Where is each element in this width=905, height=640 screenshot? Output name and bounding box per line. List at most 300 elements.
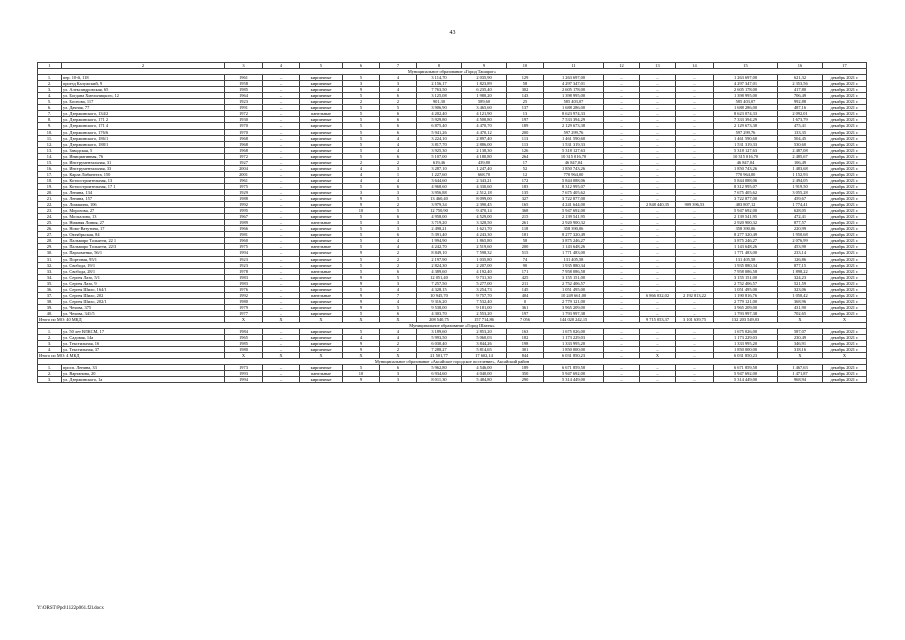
table-cell: декабрь 2021 г. <box>823 292 867 298</box>
table-cell: – <box>263 262 300 268</box>
table-cell: – <box>640 171 676 177</box>
table-cell: – <box>604 220 640 226</box>
table-cell: 9 757,70 <box>462 292 507 298</box>
table-cell: – <box>640 183 676 189</box>
table-cell: – <box>604 232 640 238</box>
table-cell: – <box>604 202 640 208</box>
table-cell: 1929 <box>225 189 263 195</box>
table-cell: декабрь 2021 г. <box>823 81 867 87</box>
table-cell: – <box>263 81 300 87</box>
table-cell: – <box>263 196 300 202</box>
table-cell: кирпичные <box>300 298 343 304</box>
table-cell: – <box>604 75 640 81</box>
table-cell: 5 <box>343 93 380 99</box>
table-cell: 2 824,30 <box>417 262 462 268</box>
table-cell: декабрь 2021 г. <box>823 304 867 310</box>
table-cell: 318,16 <box>778 347 823 353</box>
table-cell: декабрь 2021 г. <box>823 262 867 268</box>
table-cell: 2 920 900,32 <box>544 220 604 226</box>
table-cell: 5 947 692,00 <box>544 371 604 377</box>
table-cell: – <box>263 147 300 153</box>
table-cell: 2 197,90 <box>417 256 462 262</box>
table-cell: – <box>604 316 640 322</box>
table-cell: – <box>676 75 714 81</box>
table-cell: 3. <box>38 87 62 93</box>
table-cell: 5 <box>380 208 417 214</box>
table-cell: ул. Пальмиро Тольятти, 22 1 <box>62 238 225 244</box>
table-cell: 131 405,58 <box>544 256 604 262</box>
table-cell: декабрь 2021 г. <box>823 177 867 183</box>
table-cell: 131 405,58 <box>714 256 778 262</box>
table-cell: 46 847,04 <box>544 159 604 165</box>
table-cell: – <box>640 329 676 335</box>
table-cell: 1 793 997,38 <box>714 310 778 316</box>
table-cell: ул. Богдана Хмельницкого, 12 <box>62 93 225 99</box>
table-cell: – <box>676 341 714 347</box>
table-cell: Итого по МО: 4 МКД <box>38 353 225 359</box>
table-cell: 1968 <box>225 141 263 147</box>
table-cell: 9 <box>343 377 380 383</box>
table-cell: – <box>604 129 640 135</box>
table-cell: X <box>380 316 417 322</box>
table-cell: ул. Свобода, 19/1 <box>62 262 225 268</box>
table-cell: – <box>676 93 714 99</box>
table-cell: 1 865,80 <box>462 238 507 244</box>
table-cell: 8 312 995,07 <box>714 183 778 189</box>
table-cell: декабрь 2021 г. <box>823 147 867 153</box>
table-cell: 5 <box>343 111 380 117</box>
table-cell: 4 192,40 <box>462 268 507 274</box>
column-number: 7 <box>380 63 417 69</box>
table-cell: – <box>604 171 640 177</box>
table-cell: 17. <box>38 171 62 177</box>
table-cell: 34. <box>38 274 62 280</box>
table-cell: 5 318 127,63 <box>714 147 778 153</box>
table-cell: 5 814,65 <box>462 347 507 353</box>
table-cell: 3 <box>380 165 417 171</box>
table-cell: ул. Александровская, 65 <box>62 87 225 93</box>
table-cell: панельные <box>300 371 343 377</box>
table-cell: 6 <box>380 365 417 371</box>
table-cell: 4 <box>380 135 417 141</box>
table-cell: кирпичные <box>300 377 343 383</box>
table-cell: ул. Нижняя Линия, 27 <box>62 220 225 226</box>
table-cell: 15. <box>38 159 62 165</box>
table-cell: кирпичные <box>300 135 343 141</box>
table-cell: – <box>263 220 300 226</box>
table-cell: 9 <box>343 304 380 310</box>
table-cell: 4 470,12 <box>462 129 507 135</box>
table-cell: 483 807,12 <box>714 202 778 208</box>
table-cell: ул. Котлостроительная, 13 <box>62 177 225 183</box>
table-cell: – <box>263 135 300 141</box>
table-cell: – <box>676 111 714 117</box>
table-cell: 2 <box>380 256 417 262</box>
table-cell: 198 <box>507 341 544 347</box>
table-cell: – <box>263 250 300 256</box>
table-cell: 589,60 <box>462 99 507 105</box>
table-cell: декабрь 2021 г. <box>823 123 867 129</box>
table-cell: декабрь 2021 г. <box>823 341 867 347</box>
table-cell: 4 <box>380 141 417 147</box>
table-cell: декабрь 2021 г. <box>823 214 867 220</box>
table-cell: 6 030,40 <box>417 341 462 347</box>
table-cell: – <box>604 377 640 383</box>
table-cell: – <box>604 226 640 232</box>
table-cell: – <box>604 99 640 105</box>
table-cell: – <box>640 250 676 256</box>
table-cell: 2 498,21 <box>417 226 462 232</box>
table-cell: 1980 <box>225 347 263 353</box>
table-cell: – <box>676 196 714 202</box>
table-cell: 1 483,68 <box>778 165 823 171</box>
table-cell: 1 793 997,38 <box>544 310 604 316</box>
table-cell: 1927 <box>225 159 263 165</box>
table-cell: – <box>640 310 676 316</box>
table-cell: кирпичные <box>300 159 343 165</box>
table-cell: – <box>640 286 676 292</box>
table-cell: 1966 <box>225 226 263 232</box>
table-cell: 126,86 <box>778 256 823 262</box>
table-cell: – <box>263 165 300 171</box>
table-cell: проезд Калужский, 9 <box>62 81 225 87</box>
table-cell: кирпичные <box>300 117 343 123</box>
table-cell: 4 <box>380 147 417 153</box>
table-cell: 702,65 <box>778 310 823 316</box>
table-cell: 211 <box>507 280 544 286</box>
table-cell: 129 <box>507 75 544 81</box>
table-cell: кирпичные <box>300 93 343 99</box>
table-cell: – <box>604 153 640 159</box>
column-number: 15 <box>714 63 778 69</box>
table-cell: 597 299,76 <box>544 129 604 135</box>
table-cell: 2 139 541,95 <box>544 214 604 220</box>
table-cell: 1972 <box>225 111 263 117</box>
table-cell: – <box>640 371 676 377</box>
table-cell: X <box>778 316 823 322</box>
table-cell: – <box>640 111 676 117</box>
table-cell: 3 155 151,00 <box>544 274 604 280</box>
table-cell: 2 <box>380 159 417 165</box>
table-cell: 5 277,00 <box>462 280 507 286</box>
table-cell: 4 202,40 <box>417 111 462 117</box>
table-cell: 2 156,17 <box>417 81 462 87</box>
table-cell: 2 <box>380 250 417 256</box>
table-cell: кирпичные <box>300 208 343 214</box>
table-cell: 33. <box>38 268 62 274</box>
table-cell: 145 <box>507 286 544 292</box>
table-cell: 118 <box>507 226 544 232</box>
table-cell: 3 224,10 <box>417 135 462 141</box>
table-cell: 6 <box>380 183 417 189</box>
table-cell: декабрь 2021 г. <box>823 208 867 214</box>
table-cell: ул. Дзержинского, 134/2 <box>62 111 225 117</box>
table-cell: – <box>676 123 714 129</box>
table-cell: 2 390,45 <box>462 202 507 208</box>
table-cell: X <box>263 353 300 359</box>
table-cell: 1975 <box>225 183 263 189</box>
table-cell: 20. <box>38 189 62 195</box>
table-cell: 3 965 209,00 <box>714 304 778 310</box>
table-cell: – <box>604 189 640 195</box>
table-cell: 3 722 877,00 <box>714 196 778 202</box>
table-cell: 9 316,20 <box>417 298 462 304</box>
table-cell: – <box>604 268 640 274</box>
table-cell: 1. <box>38 75 62 81</box>
table-cell: 1 675 026,00 <box>544 329 604 335</box>
section-title: Муниципальное образование «Город Шахты» <box>38 323 867 329</box>
table-cell: – <box>263 208 300 214</box>
table-cell: кирпичные <box>300 274 343 280</box>
table-cell: – <box>676 177 714 183</box>
table-cell: 197 <box>507 310 544 316</box>
table-cell: – <box>604 256 640 262</box>
table-cell: Итого по МО: 40 МКД <box>38 316 225 322</box>
table-cell: 8 623 074,33 <box>714 111 778 117</box>
table-cell: декабрь 2021 г. <box>823 335 867 341</box>
table-cell: 1 673,79 <box>778 117 823 123</box>
table-cell: 1 850 000,00 <box>714 347 778 353</box>
table-cell: 1968 <box>225 135 263 141</box>
table-cell: 14. <box>38 153 62 159</box>
table-cell: 475,41 <box>778 123 823 129</box>
table-cell: декабрь 2021 г. <box>823 280 867 286</box>
table-cell: 1984 <box>225 329 263 335</box>
table-cell: 9 <box>343 202 380 208</box>
table-cell: 350 <box>507 371 544 377</box>
table-cell: кирпичные <box>300 196 343 202</box>
table-cell: – <box>676 189 714 195</box>
table-cell: 3 719,20 <box>417 220 462 226</box>
table-cell: 8. <box>38 117 62 123</box>
table-cell: 9 470,14 <box>462 208 507 214</box>
table-cell: 40. <box>38 310 62 316</box>
table-cell: 530,60 <box>778 141 823 147</box>
table-cell: 3. <box>38 341 62 347</box>
table-cell: 1 774,41 <box>778 202 823 208</box>
table-cell: 1 621,70 <box>462 226 507 232</box>
table-cell: 4 968,60 <box>417 183 462 189</box>
table-cell: 1991 <box>225 105 263 111</box>
table-cell: кирпичные <box>300 189 343 195</box>
table-cell: декабрь 2021 г. <box>823 371 867 377</box>
table-cell: 1 035,80 <box>462 256 507 262</box>
table-cell: 2 485,67 <box>778 153 823 159</box>
table-cell: декабрь 2021 г. <box>823 165 867 171</box>
table-cell: – <box>640 87 676 93</box>
table-cell: 877,57 <box>778 220 823 226</box>
table-cell: – <box>676 256 714 262</box>
table-cell: ул. Дзержинского, 1а <box>62 377 225 383</box>
column-number: 5 <box>300 63 343 69</box>
table-cell: ул. Октябрьская, 84 <box>62 232 225 238</box>
table-cell: 4 040,00 <box>462 371 507 377</box>
table-cell: 2 <box>380 262 417 268</box>
table-cell: – <box>604 347 640 353</box>
table-cell: 172 <box>507 177 544 183</box>
table-cell: – <box>640 135 676 141</box>
table-cell: 2 138,30 <box>462 147 507 153</box>
table-cell: 877,15 <box>778 262 823 268</box>
table-cell: 2 <box>380 202 417 208</box>
table-cell: – <box>676 87 714 93</box>
table-cell: 619,46 <box>417 159 462 165</box>
table-cell: – <box>263 189 300 195</box>
table-cell: 197 <box>507 117 544 123</box>
table-cell: 1970 <box>225 123 263 129</box>
table-cell: 3 <box>380 377 417 383</box>
table-cell: кирпичные <box>300 141 343 147</box>
table-cell: – <box>263 105 300 111</box>
table-cell: 5 <box>380 274 417 280</box>
table-cell: X <box>640 353 676 359</box>
table-cell: 5 844 088,06 <box>714 177 778 183</box>
table-cell: ул. Инструментальная, 31 <box>62 159 225 165</box>
table-cell: 2 076,99 <box>778 238 823 244</box>
table-cell: 585 403,07 <box>714 99 778 105</box>
table-cell: 2 207,00 <box>462 262 507 268</box>
table-cell: – <box>676 183 714 189</box>
table-cell: – <box>676 81 714 87</box>
table-row <box>38 377 867 383</box>
table-cell: кирпичные <box>300 177 343 183</box>
table-cell: 3 155 151,00 <box>714 274 778 280</box>
table-cell: – <box>604 310 640 316</box>
column-number: 3 <box>225 63 263 69</box>
table-cell: 37. <box>38 292 62 298</box>
table-cell: 1978 <box>225 268 263 274</box>
table-cell: – <box>263 129 300 135</box>
table-cell: 10 315 016,70 <box>714 153 778 159</box>
table-cell: 1973 <box>225 365 263 371</box>
table-cell: 90 <box>507 262 544 268</box>
table-cell: ул. Свобода, 28/1 <box>62 268 225 274</box>
table-cell: ул. Портовая, 95/1 <box>62 256 225 262</box>
table-cell: 1 227,60 <box>417 171 462 177</box>
table-cell: 1983 <box>225 274 263 280</box>
table-cell: 4 303,70 <box>417 310 462 316</box>
table-cell: 233,14 <box>778 250 823 256</box>
table-cell: – <box>640 159 676 165</box>
table-cell: 10 <box>343 371 380 377</box>
table-cell: X <box>380 353 417 359</box>
table-cell: 13 <box>507 111 544 117</box>
table-cell: 1976 <box>225 286 263 292</box>
table-cell: 144 020 242,15 <box>544 316 604 322</box>
table-cell: – <box>640 189 676 195</box>
table-cell: ул. Сергея Шило, 202 <box>62 292 225 298</box>
table-cell: 1994 <box>225 377 263 383</box>
table-cell: X <box>343 316 380 322</box>
table-cell: декабрь 2021 г. <box>823 268 867 274</box>
table-cell: 5 <box>343 75 380 81</box>
table-cell: 8 011,30 <box>417 377 462 383</box>
column-number: 12 <box>604 63 640 69</box>
table-cell: панельные <box>300 111 343 117</box>
table-cell: – <box>640 298 676 304</box>
table-cell: 4 <box>380 238 417 244</box>
table-cell: 5 <box>343 135 380 141</box>
table-cell: 6 934,60 <box>417 371 462 377</box>
table-cell: кирпичные <box>300 105 343 111</box>
table-cell: декабрь 2021 г. <box>823 220 867 226</box>
table-cell: – <box>640 165 676 171</box>
table-cell: ул. Ново-Ватутина, 17 <box>62 226 225 232</box>
table-cell: 3 956,88 <box>417 189 462 195</box>
table-cell: декабрь 2021 г. <box>823 298 867 304</box>
table-cell: 9 <box>343 280 380 286</box>
table-cell: ул. Москалова, 13 <box>62 214 225 220</box>
table-cell: – <box>676 286 714 292</box>
table-cell: – <box>604 238 640 244</box>
table-cell: – <box>676 347 714 353</box>
table-cell: 3 <box>343 81 380 87</box>
table-cell: – <box>640 81 676 87</box>
table-cell: 5 <box>343 183 380 189</box>
table-cell: – <box>604 117 640 123</box>
table-cell: 2 <box>380 347 417 353</box>
table-cell: 12 051,40 <box>417 274 462 280</box>
table-cell: 1 <box>380 171 417 177</box>
table-cell: 4 180,80 <box>462 153 507 159</box>
table-cell: 2 848 440,35 <box>640 202 676 208</box>
table-cell: – <box>604 105 640 111</box>
table-cell: 2 752 406,57 <box>544 280 604 286</box>
table-cell: – <box>263 177 300 183</box>
table-cell: – <box>676 99 714 105</box>
table-cell: 8 277 320,49 <box>714 232 778 238</box>
table-cell: 13. <box>38 147 62 153</box>
table-cell: – <box>263 238 300 244</box>
table-cell: 2. <box>38 81 62 87</box>
table-cell: кирпичные <box>300 347 343 353</box>
column-number: 16 <box>778 63 823 69</box>
table-cell: 3 114,70 <box>417 75 462 81</box>
table-cell: – <box>604 286 640 292</box>
table-cell: 3 906,90 <box>417 105 462 111</box>
table-cell: 5 947 692,00 <box>714 208 778 214</box>
table-cell: 7 763,50 <box>417 87 462 93</box>
table-cell: – <box>263 117 300 123</box>
table-cell: 368 <box>507 208 544 214</box>
page-number: 43 <box>449 30 456 36</box>
table-cell: 189 <box>507 365 544 371</box>
table-cell: 1 850 743,26 <box>714 165 778 171</box>
table-cell: – <box>604 274 640 280</box>
table-cell: ул. Ломакина, 106 <box>62 202 225 208</box>
table-cell: 8 277 320,49 <box>544 232 604 238</box>
table-cell: 1 398 995,00 <box>714 93 778 99</box>
table-cell: 1930 <box>225 117 263 123</box>
table-cell: 113 <box>507 135 544 141</box>
table-cell: 2 779 121,00 <box>544 298 604 304</box>
table-cell: просп. Ленина, 33 <box>62 365 225 371</box>
table-cell: – <box>640 347 676 353</box>
table-cell: – <box>676 171 714 177</box>
table-cell: – <box>640 129 676 135</box>
table-cell: – <box>604 292 640 298</box>
table-cell: 327 <box>507 196 544 202</box>
table-cell: – <box>640 147 676 153</box>
table-cell: 5 947 692,00 <box>714 371 778 377</box>
table-cell: 1992 <box>225 292 263 298</box>
table-cell: кирпичные <box>300 171 343 177</box>
table-cell: 1923 <box>225 256 263 262</box>
table-cell: – <box>676 244 714 250</box>
table-cell: 1 471,87 <box>778 371 823 377</box>
column-number: 11 <box>544 63 604 69</box>
table-cell: – <box>263 280 300 286</box>
